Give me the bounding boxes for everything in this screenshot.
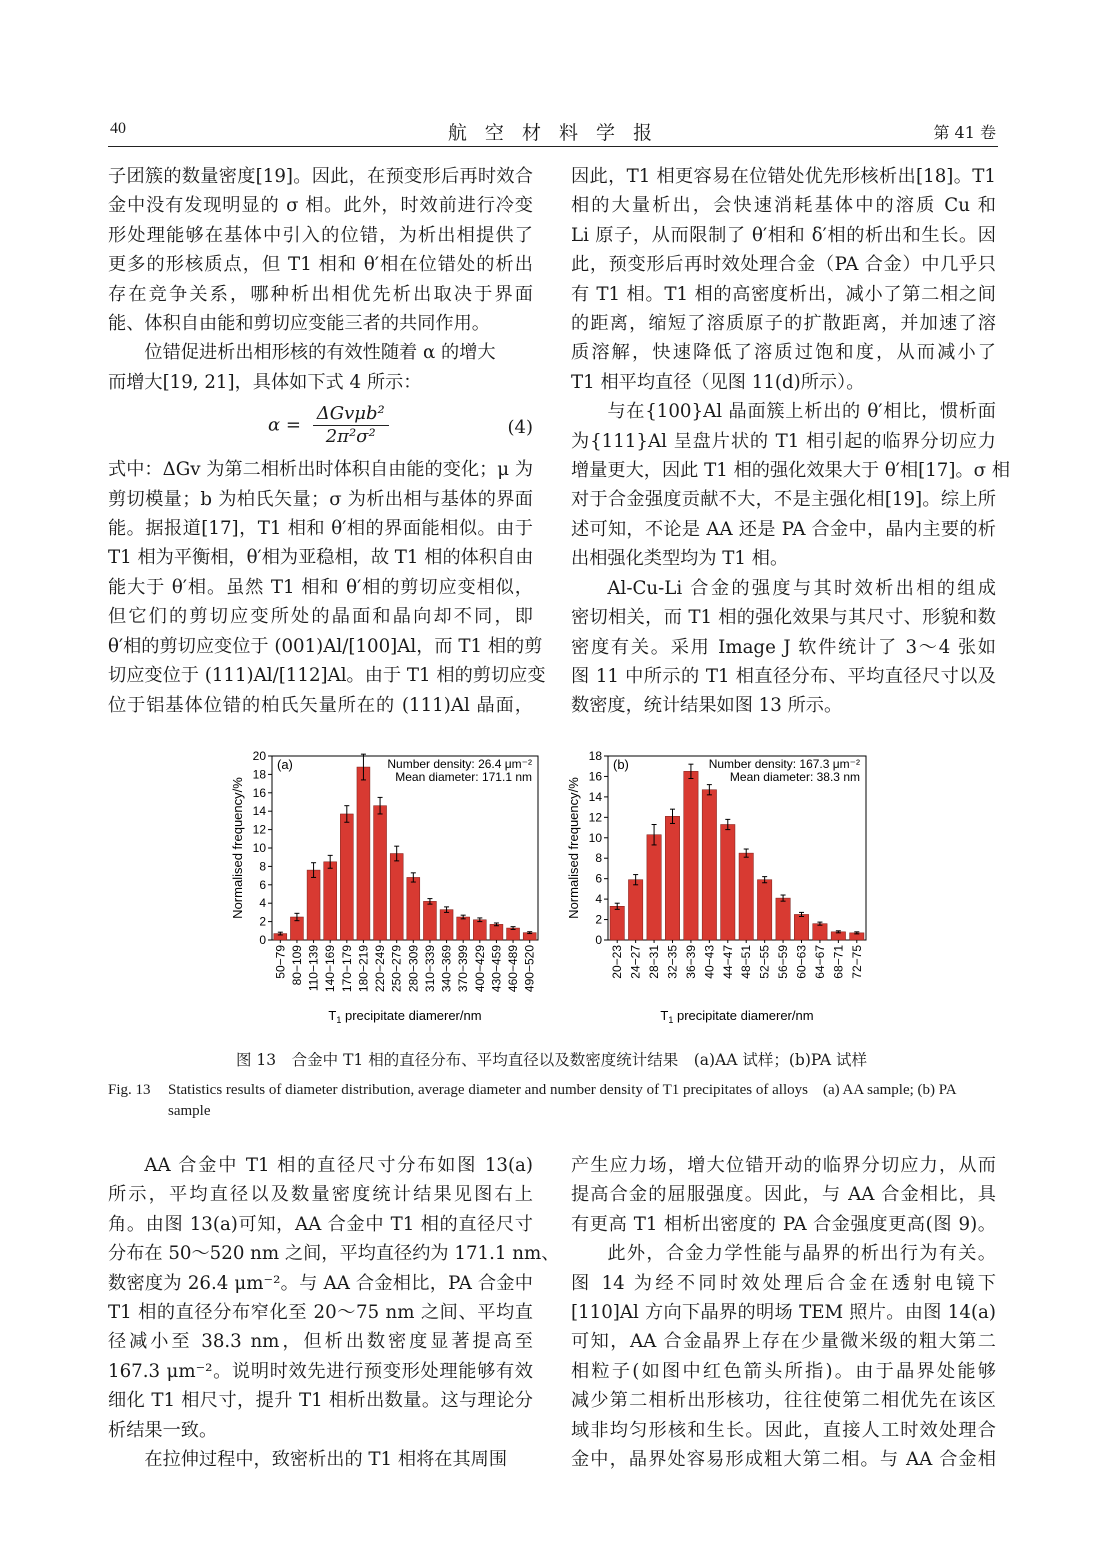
text-line: 域非均匀形核和生长。因此，直接人工时效处理合: [571, 1419, 996, 1441]
x-tick-label: 28−31: [647, 945, 662, 979]
y-tick-label: 6: [259, 877, 266, 892]
text-line: 能、体积自由能和剪切应变能三者的共同作用。: [108, 313, 490, 335]
x-tick-label: 44−47: [720, 945, 735, 979]
text-line: 产生应力场，增大位错开动的临界分切应力，从而: [571, 1155, 996, 1176]
bar: [490, 924, 503, 940]
text-line: 167.3 μm⁻²。说明时效先进行预变形处理能够有效: [108, 1360, 533, 1382]
text-line: Al-Cu-Li 合金的强度与其时效析出相的组成: [607, 577, 996, 599]
text-line: 与在{100}Al 晶面簇上析出的 θ′相比，惯析面: [607, 401, 996, 423]
left-column-top: [108, 162, 546, 720]
text-line: 分布在 50～520 nm 之间，平均直径约为 171.1 nm、: [108, 1243, 560, 1265]
y-axis-label: Normalised frequency/%: [566, 777, 581, 919]
text-line: 因此，T1 相更容易在位错处优先形核析出[18]。T1: [571, 166, 996, 187]
text-line: 切应变位于 (111)Al/[112]Al。由于 T1 相的剪切应变: [108, 665, 546, 687]
text-line: 更多的形核质点，但 T1 相和 θ′相在位错处的析出: [108, 254, 533, 276]
paragraph: [571, 162, 996, 397]
bar: [757, 880, 771, 940]
bar: [374, 806, 387, 940]
equation-fraction: [313, 403, 389, 448]
y-tick-label: 14: [588, 789, 602, 804]
x-tick-label: 48−51: [739, 945, 754, 979]
paragraph: [108, 162, 533, 338]
y-tick-label: 10: [252, 841, 266, 855]
panel-label: (a): [277, 757, 293, 772]
bar: [813, 924, 827, 940]
paragraph: [571, 1151, 996, 1239]
text-line: 出相强化类型均为 T1 相。: [571, 548, 789, 570]
text-line: θ′相的剪切应变位于 (001)Al/[100]Al，而 T1 相的剪: [108, 635, 543, 657]
annotation-mean-diameter: Mean diameter: 171.1 nm: [395, 770, 532, 784]
bar: [340, 814, 353, 940]
text-line: 对于合金强度贡献不大，不是主强化相[19]。综上所: [571, 489, 996, 511]
x-tick-label: 36−39: [683, 945, 698, 979]
text-line: 但它们的剪切应变所处的晶面和晶向却不同，即: [108, 606, 533, 628]
bar: [473, 920, 486, 940]
bar: [647, 835, 661, 940]
text-line: 此，预变形后再时效处理合金（PA 合金）中几乎只: [571, 254, 996, 276]
paragraph: [108, 1151, 560, 1445]
x-axis-label: $T_1$ precipitate diamerer/nm: [660, 1008, 814, 1025]
text-line: T1 相的直径分布窄化至 20～75 nm 之间、平均直: [108, 1302, 533, 1324]
bar: [739, 853, 753, 940]
y-tick-label: 4: [259, 896, 266, 911]
y-tick-label: 16: [252, 785, 266, 800]
paragraph: [108, 338, 533, 367]
text-line: 增量更大，因此 T1 相的强化效果大于 θ′相[17]。σ 相: [571, 460, 1011, 482]
bar: [440, 910, 453, 940]
x-tick-label: 32−35: [665, 945, 680, 979]
page-number: 40: [110, 120, 126, 137]
text-line: AA 合金中 T1 相的直径尺寸分布如图 13(a): [144, 1155, 533, 1176]
journal-title: 航 空 材 料 学 报: [447, 122, 659, 144]
y-tick-label: 18: [252, 767, 266, 782]
text-line: 形处理能够在基体中引入的位错，为析出相提供了: [108, 224, 533, 246]
x-tick-label: 430−459: [489, 945, 504, 993]
text-line: 数密度为 26.4 μm⁻²。与 AA 合金相比，PA 合金中: [108, 1272, 533, 1294]
x-tick-label: 250−279: [389, 945, 404, 993]
paragraph: [571, 574, 996, 603]
text-line: 图 14 为经不同时效处理后合金在透射电镜下: [571, 1272, 996, 1294]
bar: [665, 816, 679, 940]
y-tick-label: 14: [252, 804, 266, 819]
x-tick-label: 460−489: [506, 945, 521, 993]
y-tick-label: 20: [252, 749, 266, 763]
x-tick-label: 60−63: [794, 945, 809, 979]
equation-denominator: 2π²σ²: [325, 426, 376, 448]
y-tick-label: 10: [588, 830, 602, 845]
text-line: 金中没有发现明显的 σ 相。此外，时效前进行冷变: [108, 195, 533, 217]
bar: [423, 901, 436, 940]
x-tick-label: 280−309: [406, 945, 421, 993]
x-tick-label: 64−67: [812, 945, 827, 979]
y-tick-label: 6: [595, 871, 602, 886]
bar: [307, 870, 320, 940]
x-tick-label: 340−369: [439, 945, 454, 993]
text-line: 图 11 中所示的 T1 相直径分布、平均直径尺寸以及: [571, 665, 996, 687]
panel-label: (b): [613, 757, 629, 772]
paragraph: [108, 368, 533, 397]
text-line: 为{111}Al 呈盘片状的 T1 相引起的临界分切应力: [571, 430, 996, 452]
y-tick-label: 0: [259, 933, 266, 947]
equation-4: [108, 399, 533, 453]
x-tick-label: 72−75: [849, 945, 864, 979]
x-tick-label: 170−179: [339, 945, 354, 993]
paragraph: [108, 455, 546, 720]
x-tick-label: 180−219: [356, 945, 371, 993]
bar: [794, 914, 808, 940]
text-line: 式中：ΔGv 为第二相析出时体积自由能的变化；μ 为: [108, 459, 534, 481]
text-line: 减少第二相析出形核功，往往使第二相优先在该区: [571, 1390, 996, 1412]
text-line: 此外，合金力学性能与晶界的析出行为有关。: [607, 1243, 996, 1265]
text-line: 位于铝基体位错的柏氏矢量所在的 (111)Al 晶面，: [108, 694, 533, 716]
figure-caption-en-text: Statistics results of diameter distribution, average diameter and number density of T1 precipitates of alloys (a) AA sample; (b) PA sample: [168, 1082, 956, 1119]
x-tick-label: 370−399: [456, 945, 471, 993]
y-tick-label: 4: [595, 892, 602, 907]
bar: [324, 862, 337, 940]
x-tick-label: 490−520: [522, 945, 537, 993]
equation-lhs: α =: [268, 414, 301, 436]
text-line: 子团簇的数量密度[19]。因此，在预变形后再时效合: [108, 166, 533, 187]
y-axis-label: Normalised frequency/%: [230, 777, 245, 919]
bar: [684, 771, 698, 940]
bar: [776, 898, 790, 940]
y-tick-label: 8: [259, 859, 266, 874]
text-line: Li 原子，从而限制了 θ′相和 δ′相的析出和生长。因: [571, 224, 996, 246]
equation-number: (4): [507, 417, 533, 439]
figure-caption-en: [108, 1080, 998, 1122]
volume-label: 第 41 卷: [933, 123, 996, 142]
text-line: 析结果一致。: [108, 1419, 218, 1441]
bar: [457, 917, 470, 940]
x-tick-label: 310−339: [422, 945, 437, 993]
text-line: 存在竞争关系，哪种析出相优先析出取决于界面: [108, 283, 533, 305]
right-column-top: [571, 162, 1011, 721]
figure-caption-en-label: Fig. 13: [108, 1082, 151, 1098]
text-line: 径减小至 38.3 nm，但析出数密度显著提高至: [108, 1331, 533, 1353]
left-column-bottom: [108, 1151, 560, 1474]
bar: [702, 790, 716, 940]
paragraph: [108, 1445, 533, 1474]
x-axis-label: $T_1$ precipitate diamerer/nm: [328, 1008, 482, 1025]
x-tick-label: 140−169: [323, 945, 338, 993]
y-tick-label: 16: [588, 769, 602, 784]
x-tick-label: 80−109: [289, 945, 304, 986]
x-tick-label: 68−71: [831, 945, 846, 979]
x-tick-label: 50−79: [273, 945, 288, 979]
text-line: 剪切模量；b 为柏氏矢量；σ 为析出相与基体的界面: [108, 488, 533, 510]
text-line: 可知，AA 合金晶界上存在少量微米级的粗大第二: [571, 1331, 996, 1353]
annotation-number-density: Number density: 26.4 μm⁻²: [387, 757, 532, 771]
bar: [628, 880, 642, 940]
page-header: [108, 118, 998, 147]
y-tick-label: 0: [595, 933, 602, 947]
bar: [390, 854, 403, 940]
x-tick-label: 20−23: [610, 945, 625, 979]
x-tick-label: 52−55: [757, 945, 772, 979]
annotation-mean-diameter: Mean diameter: 38.3 nm: [729, 770, 860, 784]
text-line: 细化 T1 相尺寸，提升 T1 相析出数量。这与理论分: [108, 1390, 533, 1412]
bar: [357, 767, 370, 940]
text-line: 而增大[19, 21]，具体如下式 4 所示：: [108, 371, 422, 393]
text-line: 能。据报道[17]，T1 相和 θ′相的界面能相似。由于: [108, 518, 533, 540]
text-line: 金中，晶界处容易形成粗大第二相。与 AA 合金相: [571, 1449, 996, 1471]
x-tick-label: 40−43: [702, 945, 717, 979]
x-tick-label: 110−139: [306, 945, 321, 992]
text-line: 提高合金的屈服强度。因此，与 AA 合金相比，具: [571, 1184, 996, 1206]
annotation-number-density: Number density: 167.3 μm⁻²: [708, 757, 860, 771]
text-line: T1 相为平衡相，θ′相为亚稳相，故 T1 相的体积自由: [108, 547, 534, 569]
text-line: 有 T1 相。T1 相的高密度析出，减小了第二相之间: [571, 283, 996, 305]
bar: [721, 824, 735, 940]
paragraph: [571, 427, 1011, 574]
text-line: 密切相关，而 T1 相的强化效果与其尺寸、形貌和数: [571, 607, 996, 629]
y-tick-label: 2: [595, 912, 602, 927]
text-line: T1 相平均直径（见图 11(d)所示）。: [571, 371, 865, 393]
text-line: 密度有关。采用 Image J 软件统计了 3～4 张如: [571, 636, 996, 658]
y-tick-label: 12: [588, 810, 602, 825]
text-line: [110]Al 方向下晶界的明场 TEM 照片。由图 14(a): [571, 1302, 996, 1324]
x-tick-label: 400−429: [472, 945, 487, 993]
paragraph: [571, 603, 996, 721]
x-tick-label: 24−27: [628, 945, 643, 979]
text-line: 相的大量析出，会快速消耗基体中的溶质 Cu 和: [571, 195, 996, 217]
text-line: 相粒子(如图中红色箭头所指)。由于晶界处能够: [571, 1360, 996, 1382]
text-line: 角。由图 13(a)可知，AA 合金中 T1 相的直径尺寸: [108, 1213, 533, 1235]
bar: [407, 877, 420, 940]
paragraph: [571, 1239, 996, 1474]
x-tick-label: 220−249: [373, 945, 388, 993]
text-line: 数密度，统计结果如图 13 所示。: [571, 695, 843, 717]
text-line: 质溶解，快速降低了溶质过饱和度，从而减小了: [571, 342, 996, 364]
equation-numerator: ΔGvμb²: [313, 403, 389, 426]
text-line: 的距离，缩短了溶质原子的扩散距离，并加速了溶: [571, 313, 996, 335]
text-line: 述可知，不论是 AA 还是 PA 合金中，晶内主要的析: [571, 518, 996, 540]
y-tick-label: 2: [259, 914, 266, 929]
text-line: 所示，平均直径以及数量密度统计结果见图右上: [108, 1184, 533, 1206]
y-tick-label: 12: [252, 822, 266, 837]
text-line: 在拉伸过程中，致密析出的 T1 相将在其周围: [144, 1449, 508, 1471]
figure-caption-cn: 图 13 合金中 T1 相的直径分布、平均直径以及数密度统计结果 (a)AA 试样；(b)PA 试样: [236, 1051, 867, 1069]
y-tick-label: 18: [588, 749, 602, 763]
text-line: 能大于 θ′相。虽然 T1 相和 θ′相的剪切应变相似，: [108, 576, 533, 598]
text-line: 位错促进析出相形核的有效性随着 α 的增大: [144, 342, 496, 364]
paragraph: [571, 397, 996, 426]
text-line: 有更高 T1 相析出密度的 PA 合金强度更高(图 9)。: [571, 1213, 996, 1235]
right-column-bottom: [571, 1151, 996, 1474]
y-tick-label: 8: [595, 851, 602, 866]
x-tick-label: 56−59: [776, 945, 791, 979]
figure-13-charts: [220, 742, 864, 1032]
bar: [610, 906, 624, 940]
